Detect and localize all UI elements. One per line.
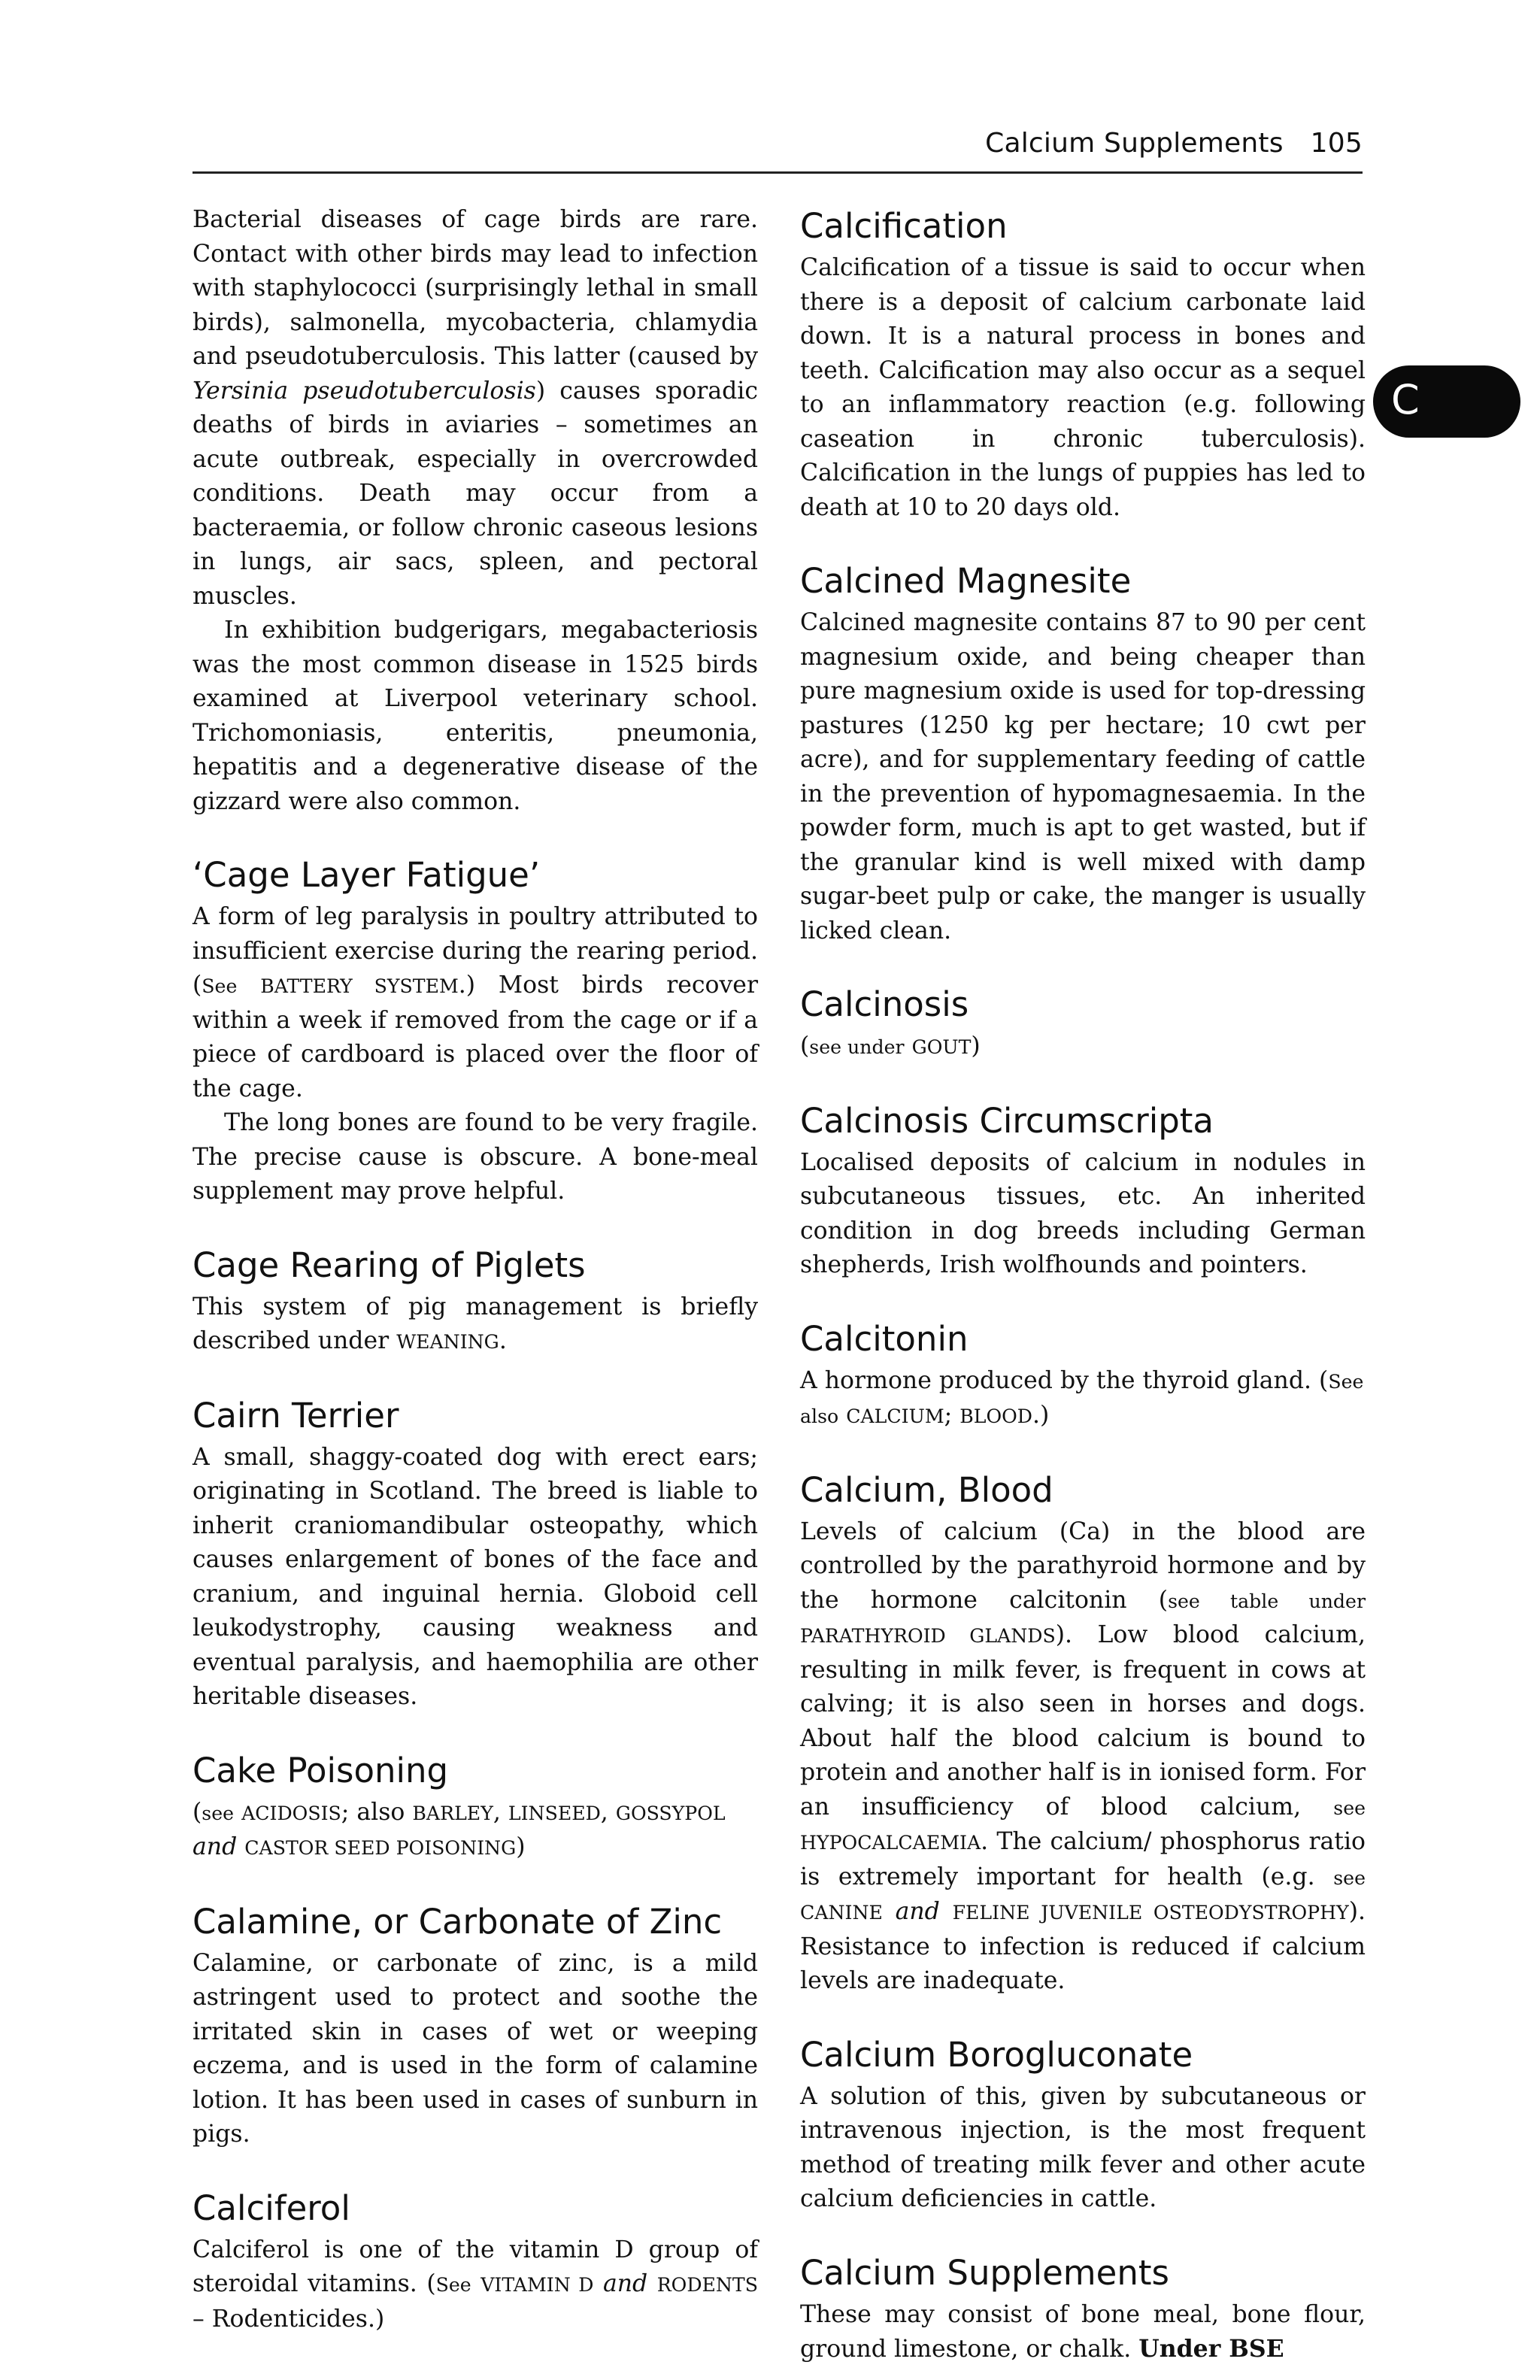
calcium-borogluconate-text: A solution of this, given by subcutaneous or intravenous injection, is the most frequent method of treating milk fever and other acute calcium deficiencies in cattle. xyxy=(800,2082,1366,2212)
page-header xyxy=(192,126,1363,174)
calcification-text: Calcification of a tissue is said to occur when there is a deposit of calcium carbonate laid down. It is a natural process in bones and teeth. Calcification may also occur as a sequel to an inflammatory reaction (e.g. following caseation in chronic tuberculosis). Calcification in the lungs of puppies has led to death at 10 to 20 days old. xyxy=(800,254,1366,521)
entry-title-calamine: Calamine, or Carbonate of Zinc xyxy=(192,1901,723,1942)
entry-title-calcinosis: Calcinosis xyxy=(800,984,969,1024)
calcinosis-text: (see under GOUT) xyxy=(800,1032,981,1060)
entry-title-calcification: Calcification xyxy=(800,206,1008,246)
entry-title-calcinosis-circumscripta: Calcinosis Circumscripta xyxy=(800,1100,1214,1141)
entry-title-cage-layer-fatigue: ‘Cage Layer Fatigue’ xyxy=(192,855,541,895)
entry-title-calcined-magnesite: Calcined Magnesite xyxy=(800,561,1132,601)
cage-rearing-text: This system of pig management is briefly described under WEANING. xyxy=(192,1293,758,1354)
cairn-terrier-text: A small, shaggy-coated dog with erect ears; originating in Scotland. The breed is liable to inherit craniomandibular osteopathy, which causes enlargement of bones of the face and cranium, and inguinal hernia. Globoid cell leukodystrophy, causing weakness and eventual paralysis, and haemophilia are other heritable diseases. xyxy=(192,1443,758,1710)
entry-title-cake-poisoning: Cake Poisoning xyxy=(192,1750,449,1790)
cross-reference: BATTERY SYSTEM xyxy=(260,975,459,997)
bacterial-paragraph-2: In exhibition budgerigars, megabacteriosis was the most common disease in 1525 birds examined at Liverpool veterinary school. Trichomoniasis, enteritis, pneumonia, hepatitis and a degenerative disease of the gizzard were also common. xyxy=(192,617,758,815)
calcitonin-text: A hormone produced by the thyroid gland. (See also CALCIUM; BLOOD.) xyxy=(800,1366,1364,1429)
entry-title-cairn-terrier: Cairn Terrier xyxy=(192,1395,399,1436)
right-column xyxy=(800,203,1366,2367)
entry-title-calcium-supplements: Calcium Supplements xyxy=(800,2252,1169,2293)
entry-title-calcium-borogluconate: Calcium Borogluconate xyxy=(800,2034,1193,2075)
calcium-blood-text: Levels of calcium (Ca) in the blood are controlled by the parathyroid hormone and by the hormone calcitonin (see table under PARATHYROID GLANDS). Low blood calcium, resulting in milk fever, is frequent in cows at calving; it is also seen in horses and dogs. About half the blood calcium is bound to protein and another half is in ionised form. For an insufficiency of blood calcium, see HYPOCALCAEMIA. The calcium/ phosphorus ratio is extremely important for health (e.g. see CANINE and FELINE JUVENILE OSTEODYSTROPHY). Resistance to infection is reduced if calcium levels are inadequate. xyxy=(800,1517,1366,1994)
calcined-magnesite-text: Calcined magnesite contains 87 to 90 per cent magnesium oxide, and being cheaper than pure magnesium oxide is used for top-dressing pastures (1250 kg per hectare; 10 cwt per acre), and for supplementary feeding of cattle in the prevention of hypomagnesaemia. In the powder form, much is apt to get wasted, but if the granular kind is well mixed with damp sugar-beet pulp or cake, the manger is usually licked clean. xyxy=(800,609,1366,944)
bacterial-paragraph-1: Bacterial diseases of cage birds are rare. Contact with other birds may lead to infection with staphylococci (surprisingly lethal in small birds), salmonella, mycobacteria, chlamydia and pseudotuberculosis. This latter (caused by Yersinia pseudotuberculosis) causes sporadic deaths of birds in aviaries – sometimes an acute outbreak, especially in overcrowded conditions. Death may occur from a bacteraemia, or follow chronic caseous lesions in lungs, air sacs, spleen, and pectoral muscles. xyxy=(192,206,758,610)
entry-title-calciferol: Calciferol xyxy=(192,2187,350,2228)
section-letter-tab xyxy=(1373,365,1520,438)
section-letter: C xyxy=(1391,376,1420,423)
cage-layer-paragraph-2: The long bones are found to be very fragile. The precise cause is obscure. A bone-meal supplement may prove helpful. xyxy=(192,1109,758,1205)
calamine-text: Calamine, or carbonate of zinc, is a mild astringent used to protect and soothe the irritated skin in cases of wet or weeping eczema, and is used in the form of calamine lotion. It has been used in cases of sunburn in pigs. xyxy=(192,1949,758,2148)
entry-title-cage-rearing: Cage Rearing of Piglets xyxy=(192,1245,586,1285)
cake-poisoning-text: (see ACIDOSIS; also BARLEY, LINSEED, GOSSYPOL and CASTOR SEED POISONING) xyxy=(192,1798,726,1860)
cross-reference: WEANING xyxy=(396,1331,499,1353)
calcinosis-circumscripta-text: Localised deposits of calcium in nodules in subcutaneous tissues, etc. An inherited condition in dog breeds including German shepherds, Irish wolfhounds and pointers. xyxy=(800,1148,1366,1278)
page-number: 105 xyxy=(1310,128,1363,159)
calcium-supplements-text: These may consist of bone meal, bone flour, ground limestone, or chalk. Under BSE xyxy=(800,2300,1366,2363)
left-column xyxy=(192,203,758,2336)
entry-title-calcium-blood: Calcium, Blood xyxy=(800,1469,1053,1510)
running-head xyxy=(985,128,1363,159)
entry-title-calcitonin: Calcitonin xyxy=(800,1318,969,1359)
cage-layer-paragraph-1: A form of leg paralysis in poultry attributed to insufficient exercise during the rearing period. (See BATTERY SYSTEM.) Most birds recover within a week if removed from the cage or if a piece of cardboard is placed over the floor of the cage. xyxy=(192,903,759,1102)
running-title: Calcium Supplements xyxy=(985,128,1284,159)
calciferol-text: Calciferol is one of the vitamin D group of steroidal vitamins. (See VITAMIN D and RODENTS – Rodenticides.) xyxy=(192,2236,758,2333)
